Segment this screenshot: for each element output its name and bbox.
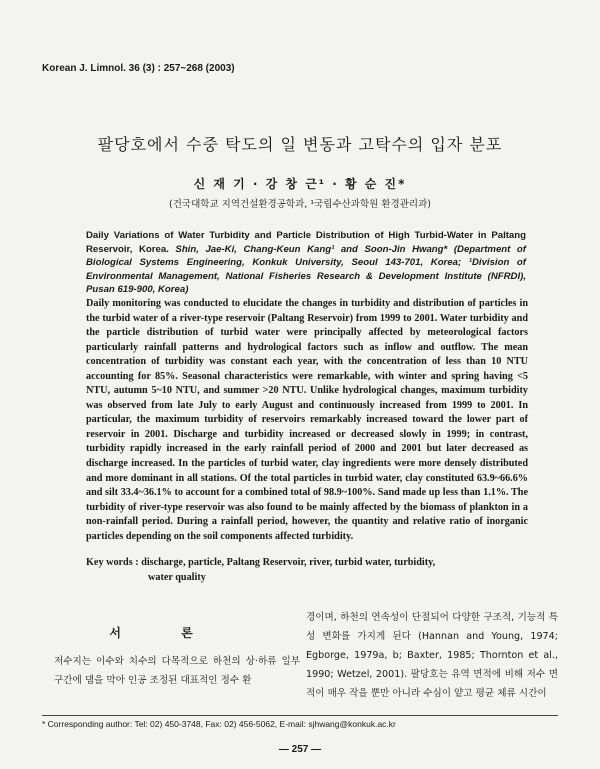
abstract: Daily monitoring was conducted to elucidate the changes in turbidity and distribution of particles in the turbid water of a river-type reservoir (Paltang Reservoir) from 1999 to 2001. Water turbidity and the particle distribution of turbid water were principally affected by meteorological factors particularly rainfall patterns and hydrological factors such as inflow and outflow. The mean concentration of turbidity was constant each year, with the concentration of less than 10 NTU accounting for 85%. Seasonal characteristics were remarkable, with winter and spring having <5 NTU, autumn 5~10 NTU, and summer >20 NTU. Unlike hydrological changes, maximum turbidity was observed from late July to early August and continuously increased from 1999 to 2001. In particular, the maximum turbidity of reservoirs remarkably increased toward the lower part of reservoir in 2001. Discharge and turbidity increased or decreased slowly in 1999; in contrast, turbidity rapidly increased in the early rainfall period of 2000 and 2001 but later decreased as discharge increased. In the particles of turbid water, clay ingredients were more densely distributed and more dominant in all stations. Of the total particles in turbid water, clay constituted 63.9~66.6% and silt 33.4~36.1% to account for a combined total of 98.9~100%. Sand made up less than 1.1%. The turbidity of river-type reservoir was also found to be mainly affected by the biomass of plankton in a non-rainfall period. During a rainfall period, however, the quantity and relative ratio of inorganic particles depending on the soil components affected turbidity. [86, 298, 528, 542]
affiliation-korean: (건국대학교 지역건설환경공학과, ¹국립수산과학원 환경관리과) [169, 199, 431, 210]
footnote-divider [42, 715, 558, 716]
introduction-right-column: 경이며, 하천의 연속성이 단절되어 다양한 구조적, 기능적 특성 변화를 가지게 된다 (Hannan and Young, 1974; Egborge, 1979a, b; Baxter, 1985; Thornton et al., 1990; Wetzel, 2001). 팔당호는 유역 면적에 비해 저수 면적이 매우 작을 뿐만 아니라 수심이 얕고 평균 체류 시간이 [306, 612, 558, 699]
keywords-block [86, 556, 528, 585]
keywords-label: Key words : [86, 557, 139, 568]
corresponding-author-footnote: * Corresponding author: Tel: 02) 450-3748, Fax: 02) 456-5062, E-mail: sjhwang@konkuk.ac.kr [42, 719, 396, 729]
authors-korean: 신 재 기 · 강 창 근¹ · 황 순 진* [193, 177, 407, 191]
introduction-left-column: 저수지는 이수와 치수의 다목적으로 하천의 상·하류 일부 구간에 댐을 막아 인공 조정된 대표적인 정수 환 [54, 656, 300, 686]
section-heading-introduction: 서 론 [109, 626, 221, 640]
english-title: Daily Variations of Water Turbidity and Particle Distribution of High Turbid-Water in Paltang Reservoir, Korea. [86, 230, 526, 255]
paper-title-korean: 팔당호에서 수중 탁도의 일 변동과 고탁수의 입자 분포 [97, 135, 503, 154]
english-authors: Shin, Jae-Ki, Chang-Keun Kang¹ and Soon-Jin Hwang* [175, 243, 448, 255]
english-affiliations: (Department of Biological Systems Engineering, Konkuk University, Seoul 143-701, Korea; ¹Division of Environmental Management, National Fisheries Research & Development Institute (NFRDI), Pusan 619-900, Korea) [86, 243, 526, 296]
journal-reference: Korean J. Limnol. 36 (3) : 257~268 (2003) [42, 63, 235, 74]
keywords-line-2: water quality [148, 571, 206, 583]
page-number: — 257 — [278, 744, 322, 755]
keywords-line-1: discharge, particle, Paltang Reservoir, river, turbid water, turbidity, [141, 557, 436, 568]
english-header [86, 229, 526, 297]
